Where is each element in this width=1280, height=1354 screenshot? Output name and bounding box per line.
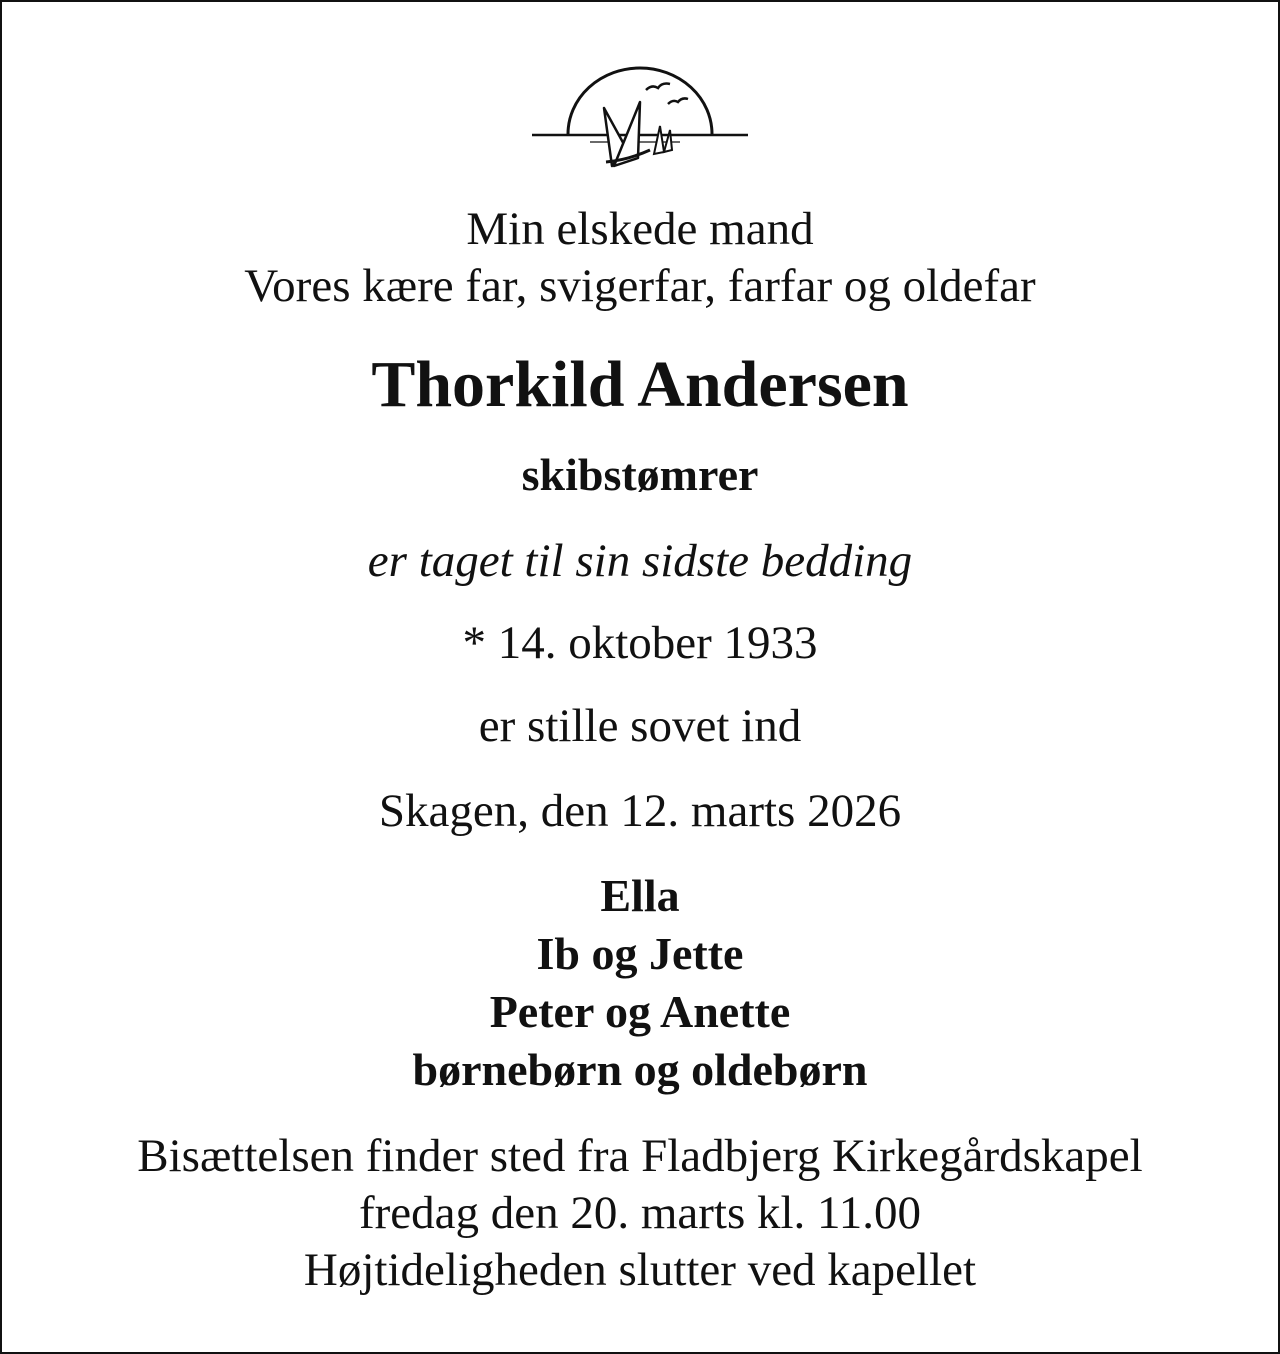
sunset-sailboat-birds-icon: [530, 62, 750, 172]
family-line-2: Ib og Jette: [536, 928, 744, 979]
family-line-1: Ella: [600, 870, 680, 921]
deceased-name: Thorkild Andersen: [371, 348, 909, 421]
passed-text: er stille sovet ind: [478, 700, 802, 752]
funeral-line-1: Bisættelsen finder sted fra Fladbjerg Kirkegårdskapel: [137, 1130, 1143, 1182]
intro-line-1: Min elskede mand: [466, 203, 814, 255]
memorial-phrase: er taget til sin sidste bedding: [367, 535, 913, 587]
occupation: skibstømrer: [521, 449, 759, 500]
funeral-line-3: Højtideligheden slutter ved kapellet: [303, 1244, 977, 1296]
place-and-date: Skagen, den 12. marts 2026: [378, 785, 902, 837]
family-line-3: Peter og Anette: [489, 986, 791, 1037]
intro-line-2: Vores kære far, svigerfar, farfar og oldefar: [244, 260, 1036, 312]
family-line-4: børnebørn og oldebørn: [412, 1044, 868, 1095]
birth-date: * 14. oktober 1933: [462, 617, 818, 669]
funeral-line-2: fredag den 20. marts kl. 11.00: [358, 1187, 922, 1239]
